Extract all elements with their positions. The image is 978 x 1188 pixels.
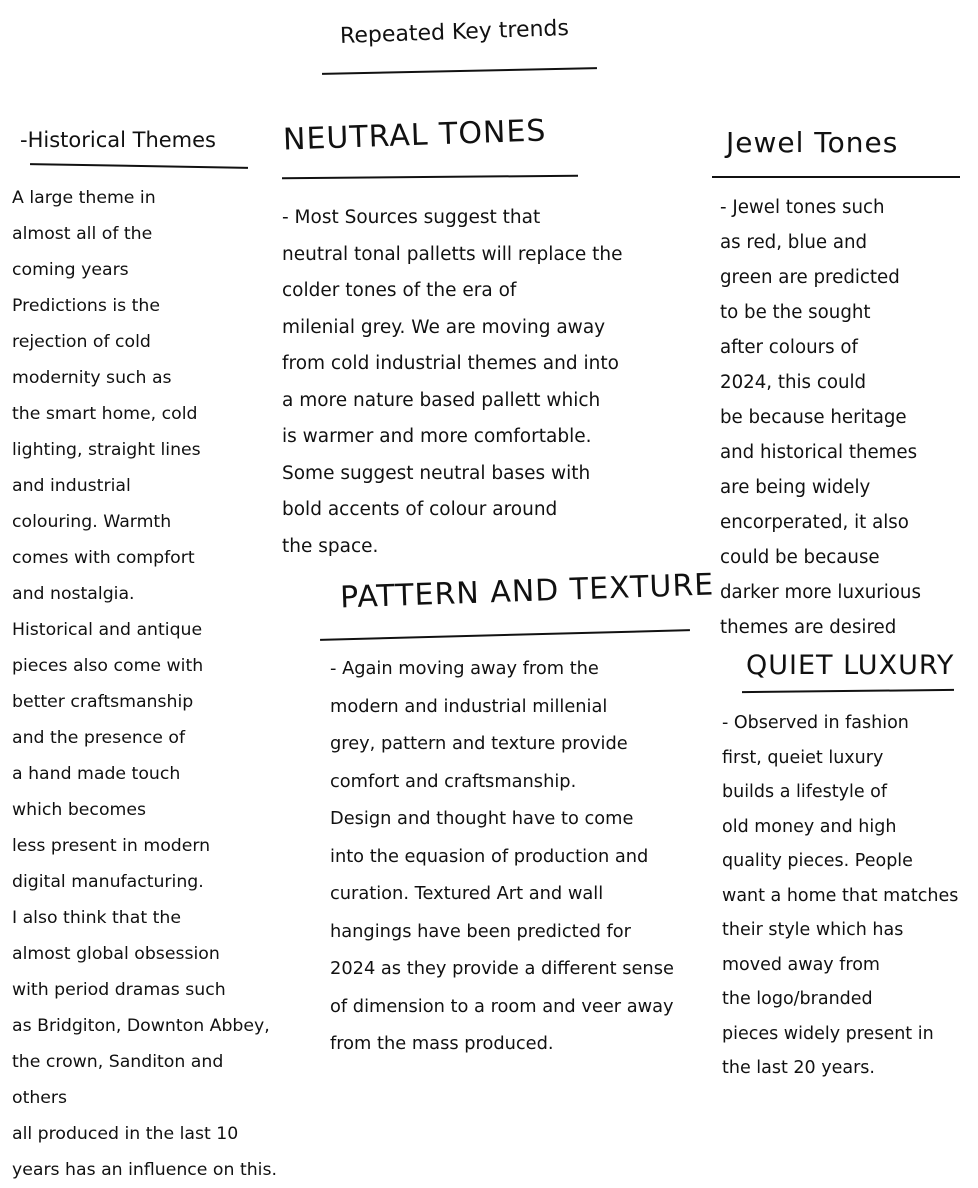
historical-themes-text: A large theme in almost all of the coming years Predictions is the rejection of cold modernity such as the smart home, cold lighting, straight lines and industrial colouring. Warmth comes with compfort and nostalgia. Historical and antique pieces also come with better craftsmanship and the presence of a hand made touch which becomes less present in modern digital manufacturing. I also think that the almost global obsession with period dramas such as Bridgiton, Downton Abbey, the crown, Sanditon and others all produced in the last 10 years has an influence on this. [12,188,277,1180]
neutral-tones-text: - Most Sources suggest that neutral tonal palletts will replace the colder tones of the era of milenial grey. We are moving away from cold industrial themes and into a more nature based pallett which is warmer and more comfortable. Some suggest neutral bases with bold accents of colour around the space. [282,207,623,557]
neutral-tones-underline [282,175,578,180]
jewel-tones-underline [712,176,960,178]
page-title: Repeated Key trends [339,16,570,49]
pattern-texture-underline [320,629,690,641]
jewel-tones-heading: Jewel Tones [726,126,899,159]
neutral-tones-heading: NEUTRAL TONES [282,113,547,158]
quiet-luxury-heading: QUIET LUXURY [746,650,955,681]
quiet-luxury-text: - Observed in fashion first, queiet luxury builds a lifestyle of old money and high quality pieces. People want a home that matches their style which has moved away from the logo/branded pieces widely present in the last 20 years. [722,713,959,1078]
title-underline [322,67,597,75]
pattern-texture-heading: PATTERN AND TEXTURE [339,567,715,616]
historical-themes-underline [30,163,248,169]
pattern-texture-text: - Again moving away from the modern and industrial millenial grey, pattern and texture provide comfort and craftsmanship. Design and thought have to come into the equasion of production and curation. Textured Art and wall hangings have been predicted for 2024 as they provide a different sense of dimension to a room and veer away from the mass produced. [330,658,674,1054]
historical-themes-heading: -Historical Themes [20,128,216,152]
quiet-luxury-underline [742,689,954,693]
jewel-tones-text: - Jewel tones such as red, blue and green are predicted to be the sought after colours of 2024, this could be because heritage and historical themes are being widely encorperated, it also could be because darker more luxurious themes are desired [720,197,921,638]
